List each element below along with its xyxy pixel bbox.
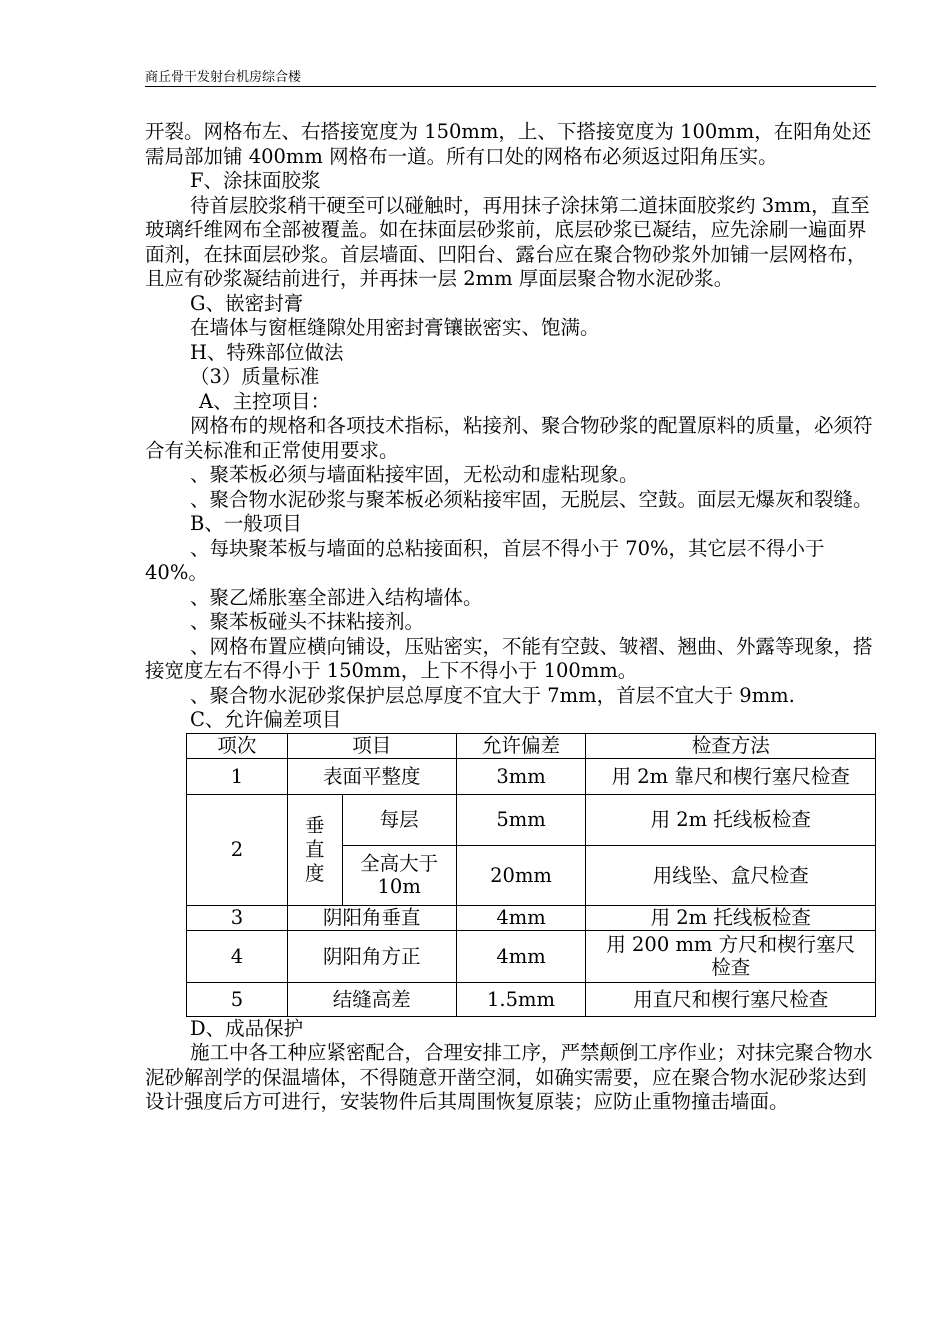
tolerance-table <box>186 733 876 1017</box>
paragraph: 、聚合物水泥砂浆与聚苯板必须粘接牢固，无脱层、空鼓。面层无爆灰和裂缝。 <box>190 487 873 511</box>
table-cell-tolerance: 4mm <box>456 930 586 982</box>
section-heading: C、允许偏差项目 <box>190 708 342 731</box>
section-heading: D、成品保护 <box>190 1016 304 1040</box>
paragraph: 、每块聚苯板与墙面的总粘接面积，首层不得小于 70%，其它层不得小于 40%。 <box>145 536 825 584</box>
table-cell-group <box>287 794 342 905</box>
section-heading: F、涂抹面胶浆 <box>190 169 321 192</box>
table-header-row <box>187 733 876 758</box>
table-cell-no: 1 <box>187 758 288 794</box>
table-cell-method: 用 200 mm 方尺和楔行塞尺检查 <box>586 930 876 982</box>
paragraph: 、聚苯板必须与墙面粘接牢固，无松动和虚粘现象。 <box>190 463 639 486</box>
table-row <box>187 794 876 845</box>
table-cell-item: 阴阳角方正 <box>287 930 456 982</box>
table-cell-no: 5 <box>187 982 288 1016</box>
section-heading: （3）质量标准 <box>190 365 320 388</box>
paragraph: 、聚乙烯胀塞全部进入结构墙体。 <box>190 585 483 609</box>
table-cell-tolerance: 1.5mm <box>456 982 586 1016</box>
table-header-cell: 检查方法 <box>586 733 876 758</box>
table-cell-item: 表面平整度 <box>287 758 456 794</box>
table-cell-method: 用 2m 托线板检查 <box>586 905 876 930</box>
header-title: 商丘骨干发射台机房综合楼 <box>145 70 302 85</box>
table-header-cell: 项次 <box>187 733 288 758</box>
table-cell-tolerance: 20mm <box>456 845 586 905</box>
section-heading: H、特殊部位做法 <box>190 340 344 364</box>
table-cell-no: 3 <box>187 905 288 930</box>
paragraph: 在墙体与窗框缝隙处用密封膏镶嵌密实、饱满。 <box>190 316 600 339</box>
paragraph: 待首层胶浆稍干硬至可以碰触时，再用抹子涂抹第二道抹面胶浆约 3mm，直至玻璃纤维网布全部被覆盖。如在抹面层砂浆前，底层砂浆已凝结，应先涂刷一遍面界面剂，在抹面层砂浆。首层墙面、凹阳台、露台应在聚合物砂浆外加铺一层网格布，且应有砂浆凝结前进行，并再抹一层 2mm 厚面层聚合物水泥砂浆。 <box>145 193 870 290</box>
table-cell-item: 阴阳角垂直 <box>287 905 456 930</box>
section-heading: A、主控项目： <box>199 389 331 413</box>
table-cell-method: 用直尺和楔行塞尺检查 <box>586 982 876 1016</box>
page-header <box>145 66 876 87</box>
table-cell-item: 每层 <box>342 794 456 845</box>
table-cell-item: 结缝高差 <box>287 982 456 1016</box>
paragraph: 、网格布置应横向铺设，压贴密实，不能有空鼓、皱褶、翘曲、外露等现象，搭接宽度左右不得小于 150mm，上下不得小于 100mm。 <box>145 634 873 682</box>
paragraph: 、聚合物水泥砂浆保护层总厚度不宜大于 7mm，首层不宜大于 9mm. <box>190 683 795 707</box>
table-cell-item: 全高大于 10m <box>342 845 456 905</box>
table-row <box>187 905 876 930</box>
section-heading: B、一般项目 <box>190 512 302 535</box>
table-cell-tolerance: 4mm <box>456 905 586 930</box>
vertical-group-label: 垂直度 <box>305 813 325 885</box>
paragraph: 施工中各工种应紧密配合，合理安排工序，严禁颠倒工序作业；对抹完聚合物水泥砂解剖学的保温墙体，不得随意开凿空洞，如确实需要，应在聚合物水泥砂浆达到设计强度后方可进行，安装物件后其周围恢复原装；应防止重物撞击墙面。 <box>145 1041 873 1113</box>
table-header-cell: 项目 <box>287 733 456 758</box>
paragraph: 、聚苯板碰头不抹粘接剂。 <box>190 610 425 633</box>
table-header-cell: 允许偏差 <box>456 733 586 758</box>
table-row <box>187 982 876 1016</box>
table-cell-no: 2 <box>187 794 288 905</box>
table-cell-no: 4 <box>187 930 288 982</box>
table-row <box>187 930 876 982</box>
table-cell-method: 用 2m 托线板检查 <box>586 794 876 845</box>
table-cell-tolerance: 5mm <box>456 794 586 845</box>
paragraph: 网格布的规格和各项技术指标，粘接剂、聚合物砂浆的配置原料的质量，必须符合有关标准和正常使用要求。 <box>145 414 873 462</box>
table-cell-method: 用线坠、盒尺检查 <box>586 845 876 905</box>
document-body <box>145 120 880 1115</box>
table-cell-tolerance: 3mm <box>456 758 586 794</box>
table-row <box>187 758 876 794</box>
table-cell-method: 用 2m 靠尺和楔行塞尺检查 <box>586 758 876 794</box>
paragraph: 开裂。网格布左、右搭接宽度为 150mm，上、下搭接宽度为 100mm，在阳角处还需局部加铺 400mm 网格布一道。所有口处的网格布必须返过阳角压实。 <box>145 120 872 168</box>
section-heading: G、嵌密封膏 <box>190 291 304 315</box>
